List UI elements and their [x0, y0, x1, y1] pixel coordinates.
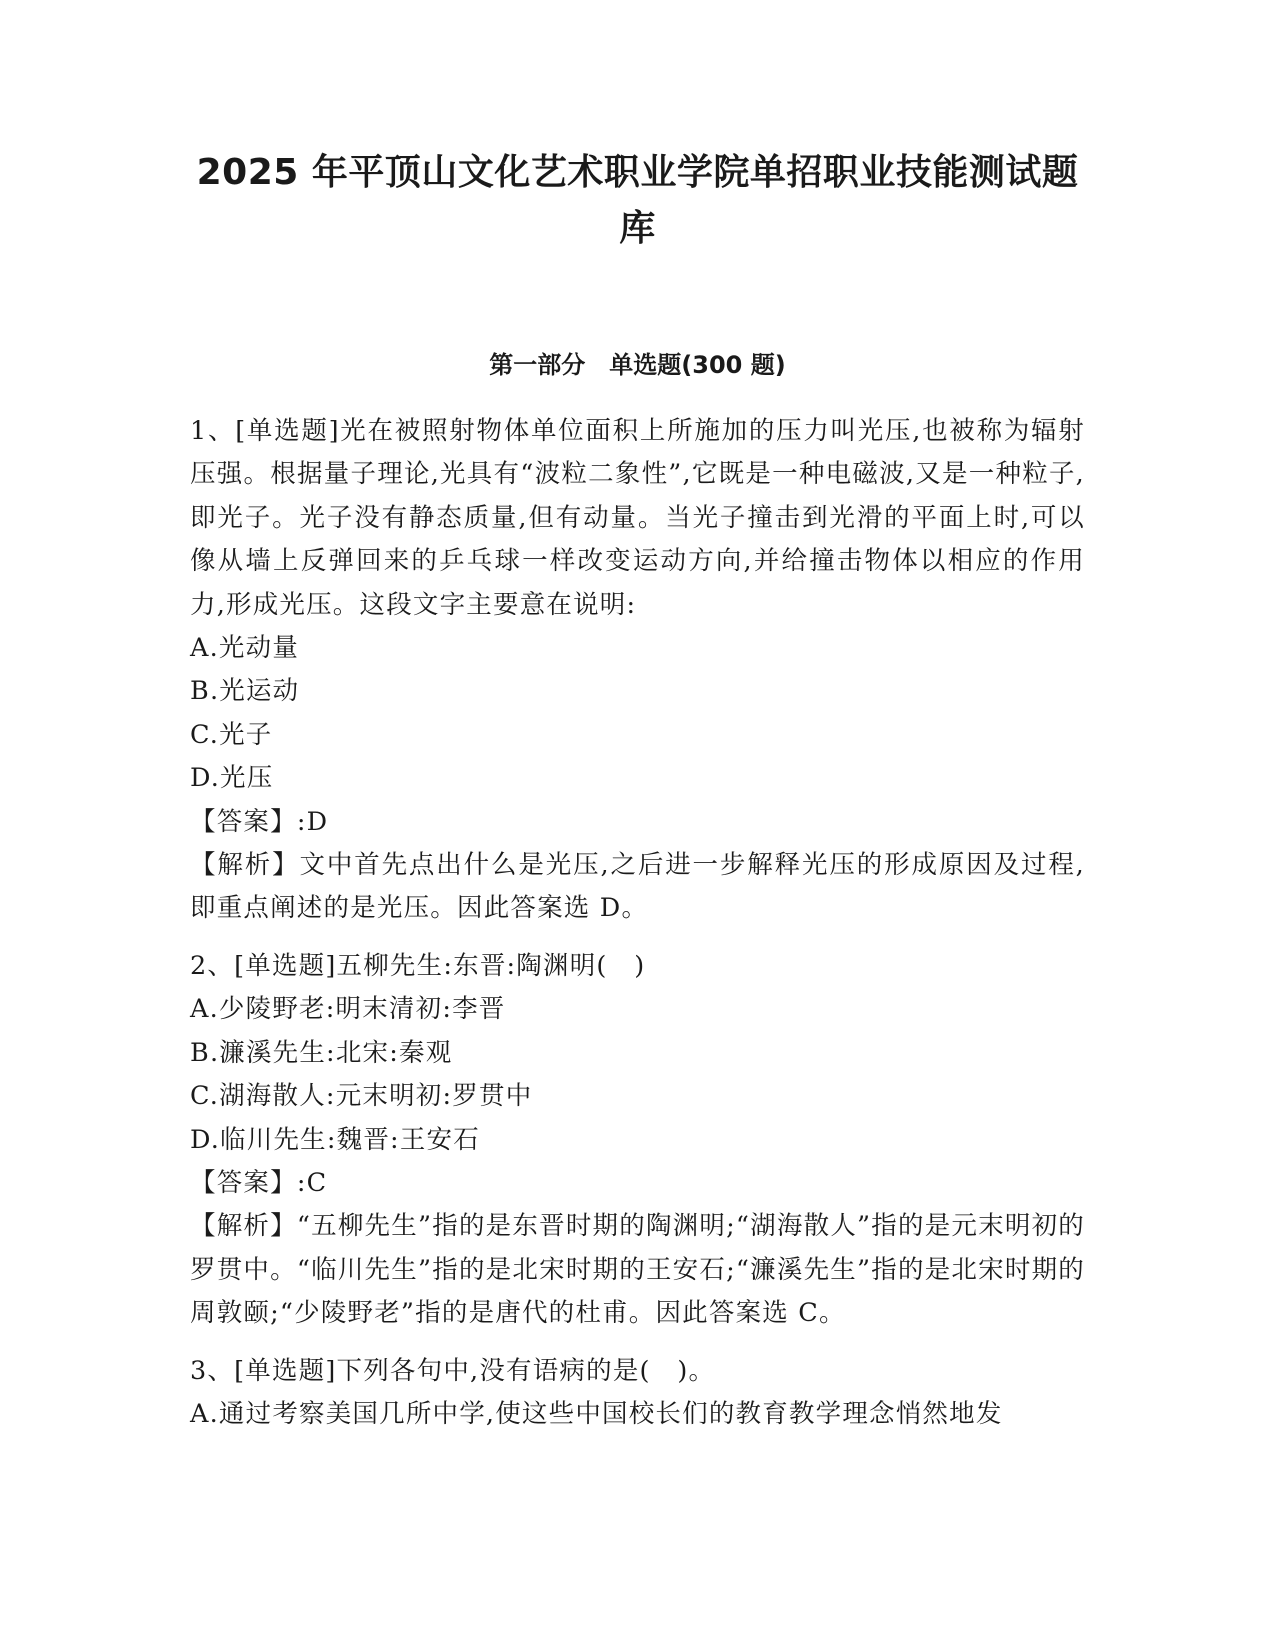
answer-line: [190, 1162, 1085, 1205]
option-d: D.临川先生:魏晋:王安石: [190, 1124, 480, 1155]
question-2: [190, 945, 1085, 1336]
analysis-text: “五柳先生”指的是东晋时期的陶渊明;“湖海散人”指的是元末明初的罗贯中。“临川先生”指的是北宋时期的王安石;“濂溪先生”指的是北宋时期的周敦颐;“少陵野老”指的是唐代的杜甫。因此答案选 C。: [190, 1211, 1085, 1329]
option-d: D.光压: [190, 763, 274, 794]
answer-label: 【答案】: [190, 1167, 297, 1198]
analysis-line: [190, 1205, 1085, 1335]
option-c: C.光子: [190, 719, 273, 750]
question-list: [190, 410, 1085, 1450]
question-1: [190, 410, 1085, 931]
option-a: A.光动量: [190, 633, 300, 664]
section-heading: 第一部分 单选题(300 题): [489, 351, 786, 379]
analysis-line: [190, 844, 1085, 931]
analysis-text: 文中首先点出什么是光压,之后进一步解释光压的形成原因及过程,即重点阐述的是光压。因此答案选 D。: [190, 850, 1085, 924]
question-3: [190, 1350, 1085, 1437]
option-a: A.少陵野老:明末清初:李晋: [190, 994, 506, 1025]
question-stem: 2、[单选题]五柳先生:东晋:陶渊明( ): [190, 950, 646, 981]
document-title: 2025 年平顶山文化艺术职业学院单招职业技能测试题库: [196, 152, 1079, 249]
question-stem: 1、[单选题]光在被照射物体单位面积上所施加的压力叫光压,也被称为辐射压强。根据量子理论,光具有“波粒二象性”,它既是一种电磁波,又是一种粒子,即光子。光子没有静态质量,但有动量。当光子撞击到光滑的平面上时,可以像从墙上反弹回来的乒乓球一样改变运动方向,并给撞击物体以相应的作用力,形成光压。这段文字主要意在说明:: [190, 416, 1085, 620]
analysis-label: 【解析】: [190, 850, 300, 881]
option-b: B.濂溪先生:北宋:秦观: [190, 1037, 453, 1068]
answer-value: :C: [296, 1167, 328, 1198]
answer-line: [190, 801, 1085, 844]
question-stem: 3、[单选题]下列各句中,没有语病的是( )。: [190, 1355, 716, 1386]
answer-label: 【答案】: [190, 806, 297, 837]
option-b: B.光运动: [190, 676, 300, 707]
analysis-label: 【解析】: [190, 1211, 297, 1242]
option-c: C.湖海散人:元末明初:罗贯中: [190, 1081, 533, 1112]
answer-value: :D: [296, 806, 329, 837]
option-a: A.通过考察美国几所中学,使这些中国校长们的教育教学理念悄然地发: [190, 1398, 1003, 1429]
